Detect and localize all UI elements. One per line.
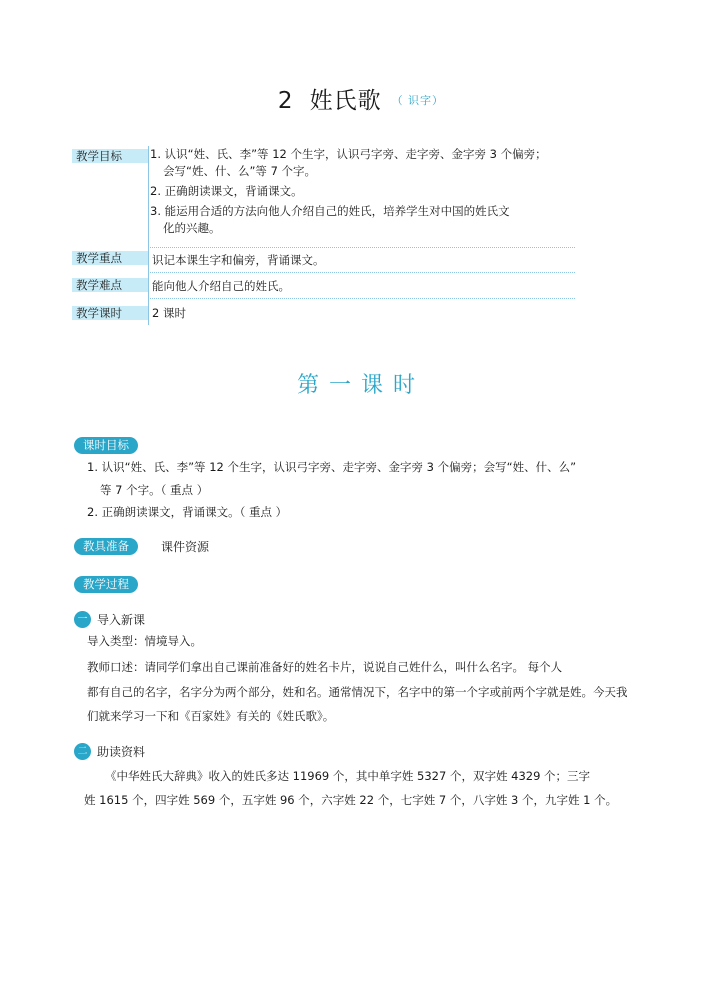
lesson-title: 第一课时 <box>296 373 425 398</box>
goal-line: 3. 能运用合适的方法向他人介绍自己的姓氏，培养学生对中国的姓氏文 <box>150 204 510 218</box>
section-line: 们就来学习一下和《百家姓》有关的《姓氏歌》。 <box>87 709 335 723</box>
lesson-goals-label: 课时目标 <box>74 437 138 454</box>
row-separator <box>148 247 575 248</box>
goals-label: 教学目标 <box>72 149 148 163</box>
lesson-number: 2 <box>277 88 294 114</box>
section-heading: 助读资料 <box>97 745 146 759</box>
key-points-text: 识记本课生字和偏旁，背诵课文。 <box>152 253 325 267</box>
section-heading: 导入新课 <box>97 613 146 627</box>
goal-line: 化的兴趣。 <box>163 221 221 235</box>
section-number-badge: 二 <box>74 743 91 760</box>
page-title: 姓氏歌 <box>309 88 382 114</box>
goal-line: 1. 认识“姓、氏、李”等 12 个生字，认识弓字旁、走字旁、金字旁 3 个偏旁； <box>150 147 547 161</box>
goal-line: 2. 正确朗读课文，背诵课文。 <box>150 184 303 198</box>
goal-line: 会写“姓、什、么”等 7 个字。 <box>163 164 317 178</box>
section-line: 导入类型：情境导入。 <box>87 634 202 648</box>
page-subtitle: （ 识字） <box>391 94 445 107</box>
difficult-points-text: 能向他人介绍自己的姓氏。 <box>152 279 290 293</box>
section-line: 姓 1615 个，四字姓 569 个，五字姓 96 个，六字姓 22 个，七字姓 7 个，八字姓 3 个，九字姓 1 个。 <box>84 793 618 807</box>
section-line: 都有自己的名字，名字分为两个部分，姓和名。通常情况下，名字中的第一个字或前两个字就是姓。今天我 <box>87 685 628 699</box>
row-separator <box>148 272 575 273</box>
lesson-goal-line: 等 7 个字。（ 重点 ） <box>100 483 209 497</box>
section-number-badge: 一 <box>74 611 91 628</box>
hours-label: 教学课时 <box>72 306 148 320</box>
prep-label: 教具准备 <box>74 538 138 555</box>
lesson-goal-line: 2. 正确朗读课文，背诵课文。（ 重点 ） <box>87 505 288 519</box>
process-label: 教学过程 <box>74 576 138 593</box>
lesson-goal-line: 1. 认识“姓、氏、李”等 12 个生字，认识弓字旁、走字旁、金字旁 3 个偏旁；会写“姓、什、么” <box>87 460 577 474</box>
row-separator <box>148 298 575 299</box>
prep-text: 课件资源 <box>161 540 210 554</box>
section-line: 教师口述：请同学们拿出自己课前准备好的姓名卡片，说说自己姓什么，叫什么名字。 每个人 <box>87 660 563 674</box>
section-line: 《中华姓氏大辞典》收入的姓氏多达 11969 个，其中单字姓 5327 个，双字姓 4329 个；三字 <box>105 769 591 783</box>
hours-text: 2 课时 <box>152 306 186 320</box>
page-title-row <box>0 82 722 115</box>
key-points-label: 教学重点 <box>72 251 148 265</box>
difficult-points-label: 教学难点 <box>72 278 148 292</box>
